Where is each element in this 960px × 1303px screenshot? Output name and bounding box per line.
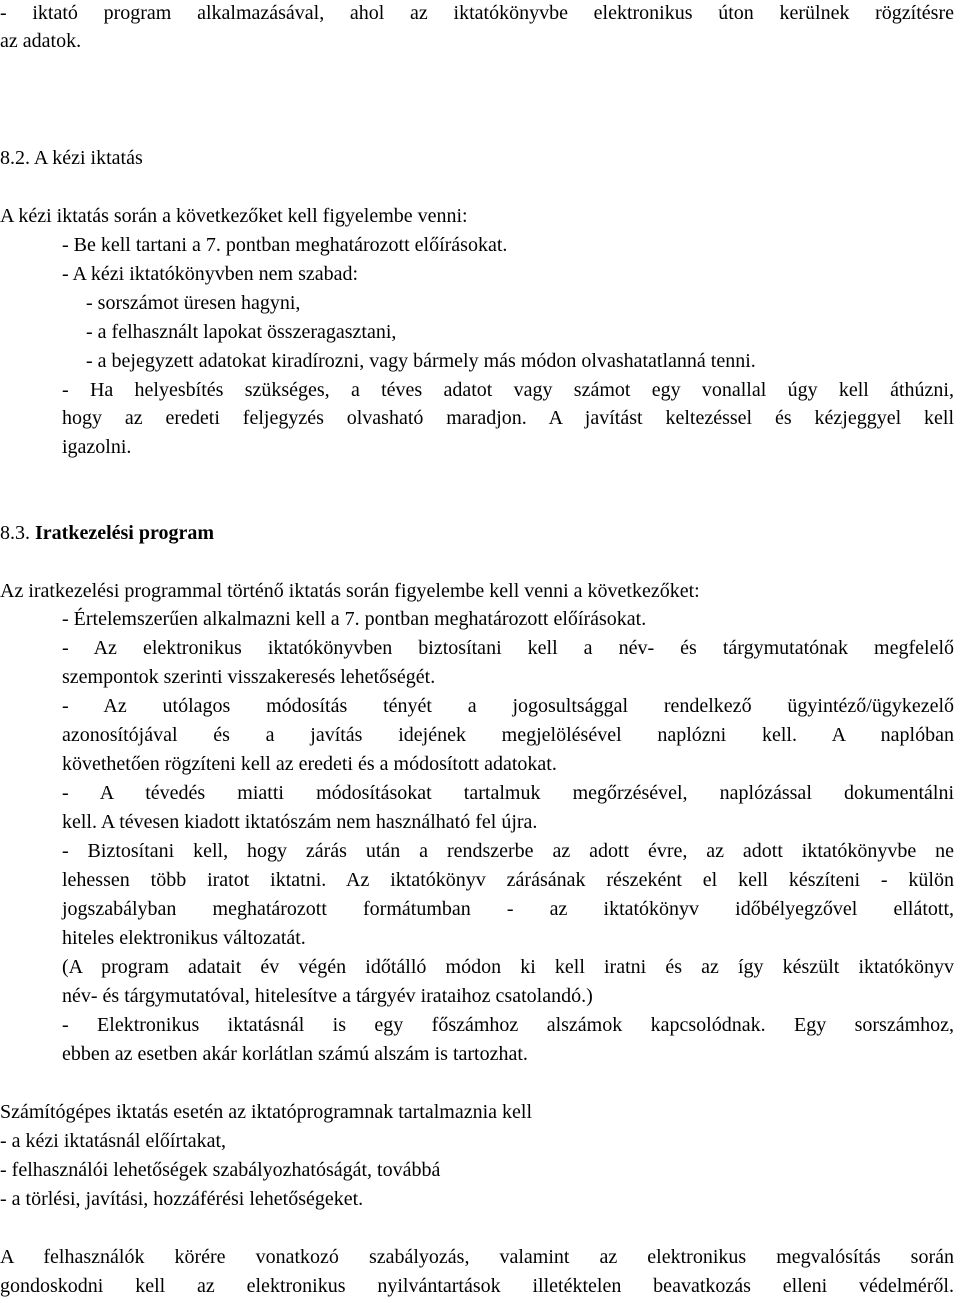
section-8-2-item-1: - Be kell tartani a 7. pontban meghatározott előírásokat. <box>62 234 508 256</box>
section-8-3-p5-line-2: lehessen több iratot iktatni. Az iktatókönyv zárásának részeként el kell készíteni - külön <box>62 869 954 891</box>
computer-registration-item-1: - a kézi iktatásnál előírtakat, <box>0 1130 227 1152</box>
section-8-2-item-2: - A kézi iktatókönyvben nem szabad: <box>62 263 359 285</box>
section-8-3-p3-line-1: - Az utólagos módosítás tényét a jogosultsággal rendelkező ügyintéző/ügykezelő <box>62 695 954 717</box>
section-8-3-p5-line-1: - Biztosítani kell, hogy zárás után a rendszerbe az adott évre, az adott iktatókönyvbe ne <box>62 840 954 862</box>
section-8-2-heading: 8.2. A kézi iktatás <box>0 147 143 169</box>
section-8-3-p4-line-1: - A tévedés miatti módosításokat tartalmuk megőrzésével, naplózással dokumentálni <box>62 782 954 804</box>
computer-registration-lead: Számítógépes iktatás esetén az iktatóprogramnak tartalmaznia kell <box>0 1101 533 1123</box>
section-8-2-subitem-2: - a felhasznált lapokat összeragasztani, <box>86 321 397 343</box>
section-8-3-lead: Az iratkezelési programmal történő iktatás során figyelembe kell venni a következőket: <box>0 580 700 602</box>
section-8-2-item-3-line-3: igazolni. <box>62 436 132 458</box>
computer-registration-item-2: - felhasználói lehetőségek szabályozhatóságát, továbbá <box>0 1159 441 1181</box>
closing-line-1: A felhasználók körére vonatkozó szabályozás, valamint az elektronikus megvalósítás során <box>0 1246 954 1268</box>
section-8-2-lead: A kézi iktatás során a következőket kell figyelembe venni: <box>0 205 468 227</box>
section-8-3-heading-title: Iratkezelési program <box>35 522 215 544</box>
section-8-3-p5-line-3: jogszabályban meghatározott formátumban - az iktatókönyv időbélyegzővel ellátott, <box>62 898 954 920</box>
section-8-2-item-3-line-2: hogy az eredeti feljegyzés olvasható maradjon. A javítást keltezéssel és kézjeggyel kell <box>62 407 954 429</box>
section-8-3-p6-line-1: (A program adatait év végén időtálló módon ki kell iratni és az így készült iktatókönyv <box>62 956 954 978</box>
section-8-3-p2-line-1: - Az elektronikus iktatókönyvben biztosítani kell a név- és tárgymutatónak megfelelő <box>62 637 954 659</box>
intro-line-1: - iktató program alkalmazásával, ahol az iktatókönyvbe elektronikus úton kerülnek rögzítésre <box>0 2 954 24</box>
section-8-2-item-3-line-1: - Ha helyesbítés szükséges, a téves adatot vagy számot egy vonallal úgy kell áthúzni, <box>62 379 954 401</box>
section-8-3-heading-number: 8.3. <box>0 522 30 544</box>
section-8-3-p7-line-2: ebben az esetben akár korlátlan számú alszám is tartozhat. <box>62 1043 528 1065</box>
intro-line-2: az adatok. <box>0 30 82 52</box>
closing-line-2: gondoskodni kell az elektronikus nyilvántartások illetéktelen beavatkozás elleni védelméről. <box>0 1275 954 1297</box>
section-8-3-p3-line-2: azonosítójával és a javítás idejének megjelölésével naplózni kell. A naplóban <box>62 724 954 746</box>
section-8-3-p3-line-3: követhetően rögzíteni kell az eredeti és a módosított adatokat. <box>62 753 557 775</box>
section-8-3-heading <box>0 520 214 546</box>
section-8-3-p5-line-4: hiteles elektronikus változatát. <box>62 927 306 949</box>
section-8-3-p6-line-2: név- és tárgymutatóval, hitelesítve a tárgyév irataihoz csatolandó.) <box>62 985 593 1007</box>
section-8-2-subitem-3: - a bejegyzett adatokat kiradírozni, vagy bármely más módon olvashatatlanná tenni. <box>86 350 756 372</box>
section-8-3-p4-line-2: kell. A tévesen kiadott iktatószám nem használható fel újra. <box>62 811 538 833</box>
section-8-2-subitem-1: - sorszámot üresen hagyni, <box>86 292 301 314</box>
section-8-3-p1: - Értelemszerűen alkalmazni kell a 7. pontban meghatározott előírásokat. <box>62 608 647 630</box>
section-8-3-p2-line-2: szempontok szerinti visszakeresés lehetőségét. <box>62 666 436 688</box>
section-8-3-p7-line-1: - Elektronikus iktatásnál is egy főszámhoz alszámok kapcsolódnak. Egy sorszámhoz, <box>62 1014 954 1036</box>
computer-registration-item-3: - a törlési, javítási, hozzáférési lehetőségeket. <box>0 1188 364 1210</box>
